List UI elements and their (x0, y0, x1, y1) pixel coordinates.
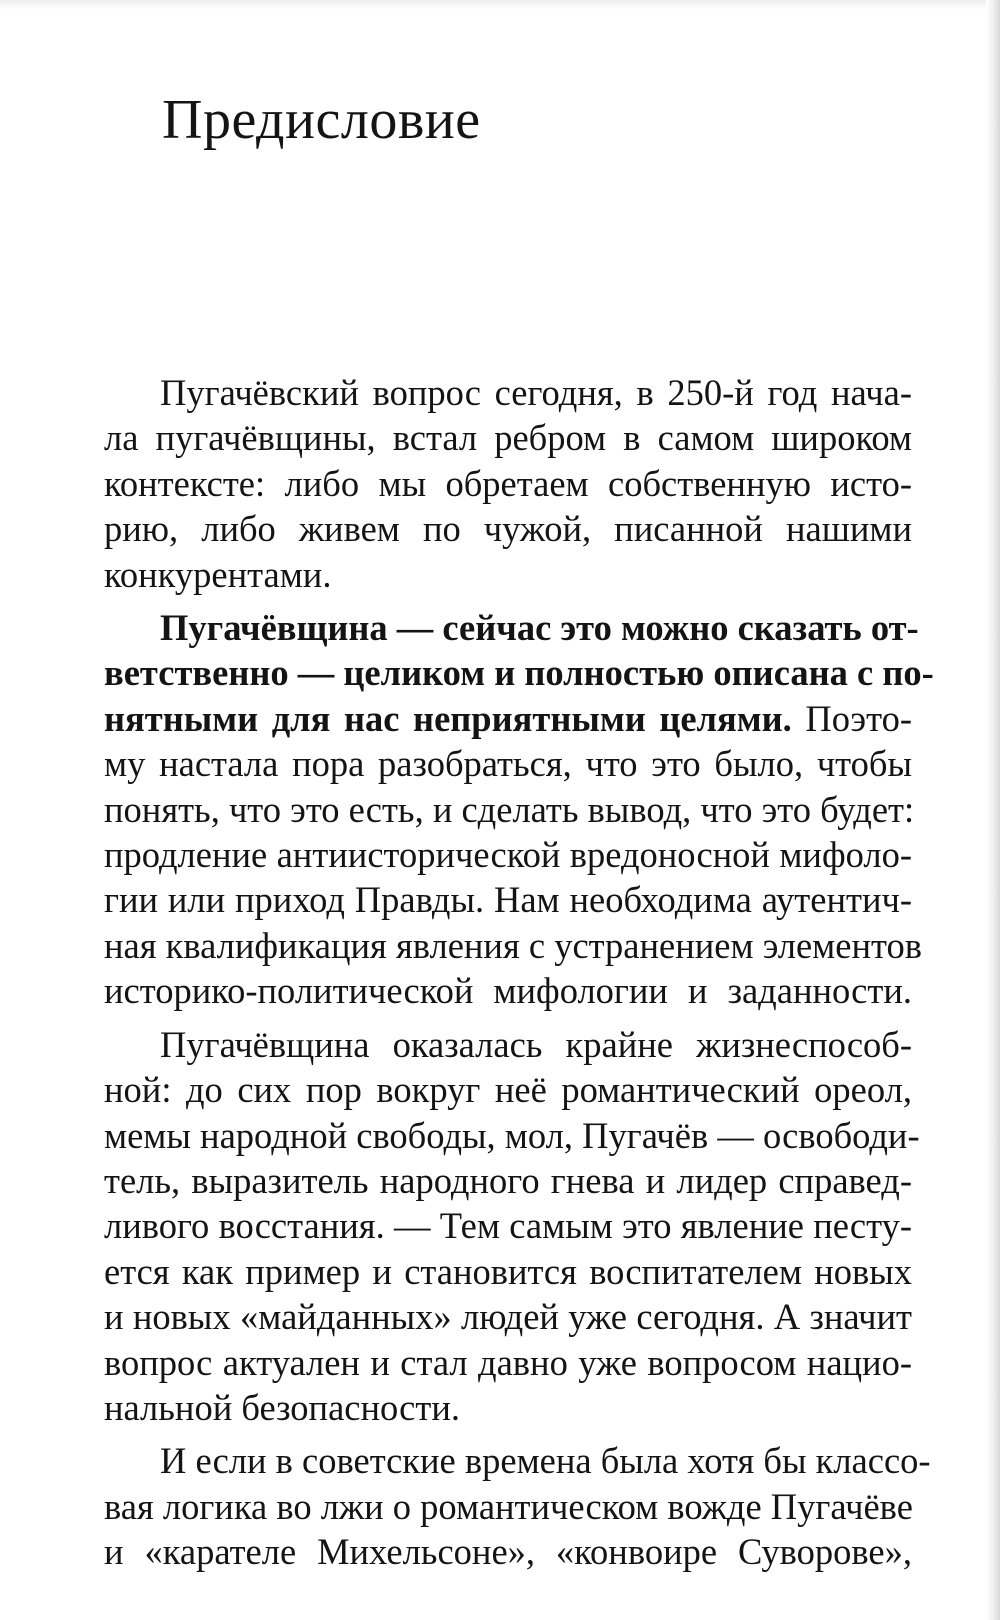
text-line: ла пугачёвщины, встал ребром в самом широком (104, 417, 912, 459)
paragraph-2 (104, 605, 934, 1014)
text-line: конкурентами. (104, 553, 332, 595)
page-edge-shadow (986, 0, 1000, 1620)
text-line: ется как пример и становится воспитателем новых (104, 1250, 912, 1292)
text-line: продление антиисторической вредоносной мифоло- (104, 834, 912, 876)
text-line: вая логика во лжи о романтическом вожде Пугачёве (104, 1485, 913, 1527)
text-line: рию, либо живем по чужой, писанной нашими (104, 508, 912, 550)
text-line: ной: до сих пор вокруг неё романтический ореол, (104, 1069, 912, 1111)
text-line: тель, выразитель народного гнева и лидер справед- (104, 1159, 912, 1201)
text-line: му настала пора разобраться, что это было, чтобы (104, 743, 912, 785)
text-line: историко-политической мифологии и заданности. (104, 970, 912, 1012)
paragraph-4 (104, 1438, 931, 1574)
text-line: вопрос актуален и стал давно уже вопросом нацио- (104, 1341, 912, 1383)
text-line: гии или приход Правды. Нам необходима аутентич- (104, 879, 912, 921)
text-line: нальной безопасности. (104, 1386, 460, 1428)
page-top-shadow (0, 0, 1000, 10)
text-fragment: Поэто- (791, 697, 912, 739)
bold-text-line: Пугачёвщина — сейчас это можно сказать от- (160, 607, 919, 649)
bold-text-fragment: нятными для нас неприятными целями. (104, 697, 792, 739)
text-line: контексте: либо мы обретаем собственную исто- (104, 462, 912, 504)
body-text (104, 370, 934, 1583)
text-line: и «карателе Михельсоне», «конвоире Суворове», (104, 1531, 912, 1573)
text-line: понять, что это есть, и сделать вывод, что это будет: (104, 788, 915, 830)
text-line: и новых «майданных» людей уже сегодня. А значит (104, 1296, 912, 1338)
bold-text-line: ветственно — целиком и полностью описана с по- (104, 652, 934, 694)
text-line: мемы народной свободы, мол, Пугачёв — освободи- (104, 1114, 920, 1156)
text-line: ливого восстания. — Тем самым это явление песту- (104, 1205, 912, 1247)
text-line: Пугачёвский вопрос сегодня, в 250-й год нача- (160, 372, 912, 413)
text-line: ная квалификация явления с устранением элементов (104, 924, 922, 966)
paragraph-1 (104, 370, 912, 597)
text-line: Пугачёвщина оказалась крайне жизнеспособ- (160, 1023, 912, 1065)
mixed-text-line (104, 696, 912, 741)
text-line: И если в советские времена была хотя бы классо- (160, 1440, 931, 1482)
chapter-title: Предисловие (162, 89, 481, 151)
paragraph-3 (104, 1022, 920, 1431)
